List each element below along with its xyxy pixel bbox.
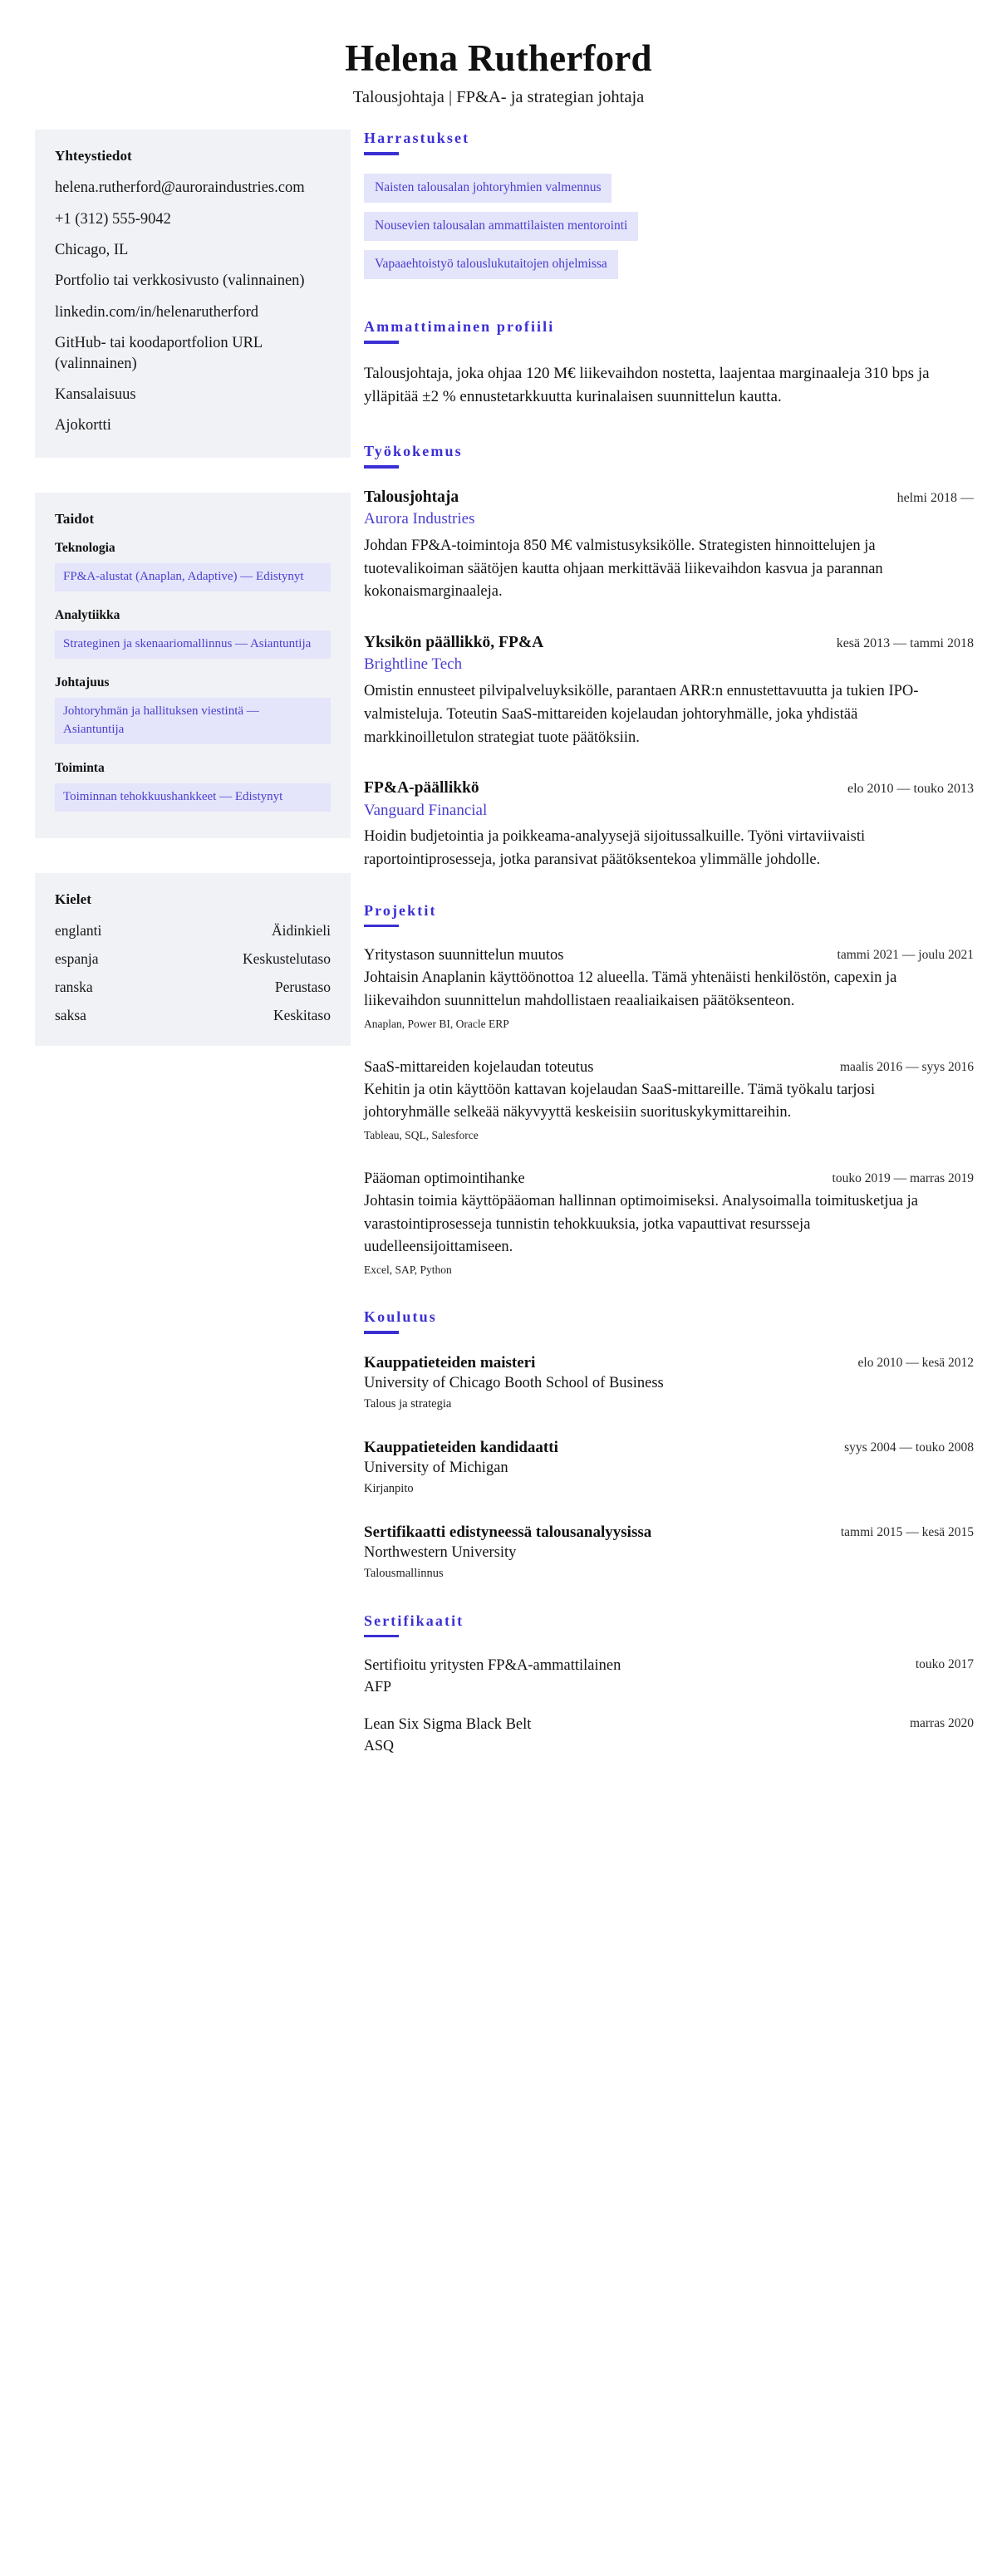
experience-date: helmi 2018 — <box>896 490 974 505</box>
interests-title: Harrastukset <box>364 130 470 147</box>
skill-group-technology <box>55 541 331 591</box>
certificate-name: Lean Six Sigma Black Belt <box>364 1716 532 1734</box>
education-school: Northwestern University <box>364 1544 517 1562</box>
certificate-date: marras 2020 <box>909 1716 974 1731</box>
education-section <box>364 1308 974 1582</box>
contact-linkedin[interactable]: linkedin.com/in/helenarutherford <box>55 303 259 321</box>
education-entry <box>364 1522 974 1582</box>
resume-body <box>0 123 997 1798</box>
education-degree: Kauppatieteiden kandidaatti <box>364 1438 558 1456</box>
education-entry-head <box>364 1522 974 1543</box>
experience-organization: Brightline Tech <box>364 655 463 674</box>
section-underline <box>364 341 399 344</box>
contact-list <box>55 178 331 436</box>
language-name: saksa <box>55 1006 86 1023</box>
profile-title: Ammattimainen profiili <box>364 318 555 336</box>
skill-group-leadership <box>55 675 331 744</box>
interest-chip: Naisten talousalan johtoryhmien valmennus <box>364 174 611 203</box>
education-school: University of Michigan <box>364 1460 508 1477</box>
project-entry-head <box>364 1169 974 1190</box>
project-entry <box>364 1057 974 1144</box>
education-title: Koulutus <box>364 1308 437 1326</box>
sidebar <box>35 123 351 1081</box>
profile-section <box>364 318 974 410</box>
language-name: englanti <box>55 922 102 940</box>
language-level: Äidinkieli <box>272 922 331 940</box>
education-field: Kirjanpito <box>364 1481 414 1495</box>
experience-entry <box>364 632 974 749</box>
project-entry-head <box>364 945 974 966</box>
interests-chip-list <box>364 174 974 288</box>
projects-section <box>364 902 974 1278</box>
skill-group-label: Toiminta <box>55 760 105 775</box>
contact-card <box>35 130 351 458</box>
education-field: Talousmallinnus <box>364 1567 444 1581</box>
projects-title: Projektit <box>364 901 437 919</box>
language-level: Keskitaso <box>273 1006 331 1023</box>
education-date: tammi 2015 — kesä 2015 <box>840 1525 974 1540</box>
skills-title: Taidot <box>55 510 95 527</box>
skill-chip: Johtoryhmän ja hallituksen viestintä — Asiantuntija <box>55 698 331 744</box>
skill-chip: FP&A-alustat (Anaplan, Adaptive) — Edistynyt <box>55 563 331 591</box>
candidate-name: Helena Rutherford <box>345 37 652 79</box>
experience-date: elo 2010 — touko 2013 <box>847 782 974 797</box>
education-entry-head <box>364 1437 974 1458</box>
skill-group-operations <box>55 761 331 812</box>
profile-text: Talousjohtaja, joka ohjaa 120 M€ liikevaihdon nostetta, laajentaa marginaaleja 310 bps ja ylläpitää ±2 % ennustetarkkuutta kurinalaisen suunnittelun kautta. <box>364 364 930 406</box>
project-entry <box>364 1169 974 1278</box>
project-technologies: Anaplan, Power BI, Oracle ERP <box>364 1017 509 1030</box>
contact-email[interactable]: helena.rutherford@auroraindustries.com <box>55 179 305 197</box>
experience-entry-head <box>364 487 974 508</box>
experience-organization: Vanguard Financial <box>364 801 488 819</box>
certificate-name: Sertifioitu yritysten FP&A-ammattilainen <box>364 1657 621 1675</box>
language-row <box>55 949 331 969</box>
project-date: maalis 2016 — syys 2016 <box>839 1059 974 1074</box>
experience-entry <box>364 778 974 871</box>
project-entry-head <box>364 1057 974 1078</box>
project-description: Johtasin toimia käyttöpääoman hallinnan optimoimiseksi. Analysoimalla toimitusketjua ja varastointiprosesseja tunnistin tehokkuuksia, jotka vapauttivat resursseja uudelleensijoittamiseen. <box>364 1192 918 1256</box>
contact-driving-license: Ajokortti <box>55 417 111 434</box>
project-date: tammi 2021 — joulu 2021 <box>837 948 974 963</box>
contact-citizenship: Kansalaisuus <box>55 385 136 403</box>
contact-location: Chicago, IL <box>55 241 129 258</box>
experience-section <box>364 443 974 871</box>
certificate-issuer: AFP <box>364 1678 392 1695</box>
project-description: Kehitin ja otin käyttöön kattavan kojelaudan SaaS-mittareille. Tämä työkalu tarjosi johtoryhmälle selkeää näkyvyyttä keskeisiin suorituskykymittareihin. <box>364 1081 876 1121</box>
languages-title: Kielet <box>55 891 92 908</box>
education-field: Talous ja strategia <box>364 1396 452 1411</box>
section-underline <box>364 1331 399 1334</box>
section-underline <box>364 1635 399 1638</box>
skill-group-label: Teknologia <box>55 540 115 555</box>
certificate-entry <box>364 1715 974 1755</box>
certificate-entry-head <box>364 1715 974 1735</box>
skill-chip: Toiminnan tehokkuushankkeet — Edistynyt <box>55 783 331 812</box>
education-school: University of Chicago Booth School of Business <box>364 1374 664 1391</box>
experience-date: kesä 2013 — tammi 2018 <box>836 636 974 651</box>
contact-phone[interactable]: +1 (312) 555-9042 <box>55 210 171 228</box>
skill-group-label: Johtajuus <box>55 675 110 690</box>
contact-title: Yhteystiedot <box>55 148 132 164</box>
language-name: espanja <box>55 950 99 968</box>
education-entry-head <box>364 1352 974 1373</box>
education-degree: Sertifikaatti edistyneessä talousanalyysissa <box>364 1524 652 1542</box>
education-entry <box>364 1437 974 1497</box>
section-underline <box>364 925 399 928</box>
education-date: elo 2010 — kesä 2012 <box>857 1355 974 1370</box>
project-entry <box>364 945 974 1032</box>
language-level: Perustaso <box>274 978 331 995</box>
certificate-entry <box>364 1656 974 1696</box>
interests-section <box>364 130 974 288</box>
candidate-headline: Talousjohtaja | FP&A- ja strategian johtaja <box>352 87 645 106</box>
experience-entry-head <box>364 778 974 798</box>
experience-role: FP&A-päällikkö <box>364 779 479 797</box>
experience-role: Talousjohtaja <box>364 488 459 506</box>
language-row <box>55 978 331 997</box>
project-name: Pääoman optimointihanke <box>364 1170 525 1187</box>
contact-portfolio[interactable]: Portfolio tai verkkosivusto (valinnainen) <box>55 272 305 290</box>
education-date: syys 2004 — touko 2008 <box>844 1440 974 1455</box>
experience-entry-head <box>364 632 974 653</box>
experience-description: Hoidin budjetointia ja poikkeama-analyysejä sijoitussalkuille. Työni virtaviivaisti raportointiprosesseja, jotka paransivat päätöksentekoa ylimmälle johdolle. <box>364 828 866 869</box>
language-row <box>55 1006 331 1025</box>
project-name: SaaS-mittareiden kojelaudan toteutus <box>364 1058 594 1076</box>
project-date: touko 2019 — marras 2019 <box>832 1170 974 1185</box>
experience-role: Yksikön päällikkö, FP&A <box>364 634 544 652</box>
education-entry <box>364 1352 974 1412</box>
experience-title: Työkokemus <box>364 443 463 460</box>
experience-entry <box>364 487 974 604</box>
interest-chip: Nousevien talousalan ammattilaisten mentorointi <box>364 212 638 241</box>
language-level: Keskustelutaso <box>243 950 331 968</box>
project-description: Johtaisin Anaplanin käyttöönottoa 12 alueella. Tämä yhtenäisti henkilöstön, capexin ja liikevaihdon suunnittelun mahdollistaen reaaliaikaisen päätöksenteon. <box>364 969 897 1009</box>
languages-card <box>35 873 351 1046</box>
experience-description: Johdan FP&A-toimintoja 850 M€ valmistusyksikölle. Strategisten hinnoittelujen ja tuotevalikoiman säätöjen kautta ohjaan merkittävää liikevaihdon kasvua ja parannan kokonaismarginaaleja. <box>364 537 883 601</box>
language-name: ranska <box>55 978 93 995</box>
experience-organization: Aurora Industries <box>364 510 475 528</box>
skills-card <box>35 493 351 838</box>
language-row <box>55 921 331 940</box>
interest-chip: Vapaaehtoistyö talouslukutaitojen ohjelmissa <box>364 250 618 279</box>
skill-group-label: Analytiikka <box>55 608 120 623</box>
certificates-title: Sertifikaatit <box>364 1612 464 1629</box>
section-underline <box>364 152 399 155</box>
certificate-entry-head <box>364 1656 974 1676</box>
project-technologies: Excel, SAP, Python <box>364 1263 452 1277</box>
certificate-date: touko 2017 <box>915 1657 974 1672</box>
project-technologies: Tableau, SQL, Salesforce <box>364 1129 479 1142</box>
certificates-section <box>364 1612 974 1756</box>
resume-header <box>0 0 997 123</box>
main-content <box>351 123 974 1764</box>
project-name: Yritystason suunnittelun muutos <box>364 947 564 964</box>
experience-description: Omistin ennusteet pilvipalveluyksikölle, parantaen ARR:n ennustettavuutta ja tukien IPO-valmisteluja. Toteutin SaaS-mittareiden kojelaudan johtoryhmälle, joka yhdistää markkinoilletulon strategiat tuote päätöksiin. <box>364 683 919 746</box>
skill-group-analytics <box>55 608 331 659</box>
education-degree: Kauppatieteiden maisteri <box>364 1353 536 1371</box>
contact-github[interactable]: GitHub- tai koodaportfolion URL (valinnainen) <box>55 335 263 372</box>
skill-chip: Strateginen ja skenaariomallinnus — Asiantuntija <box>55 631 331 659</box>
section-underline <box>364 465 399 469</box>
certificate-issuer: ASQ <box>364 1737 395 1754</box>
